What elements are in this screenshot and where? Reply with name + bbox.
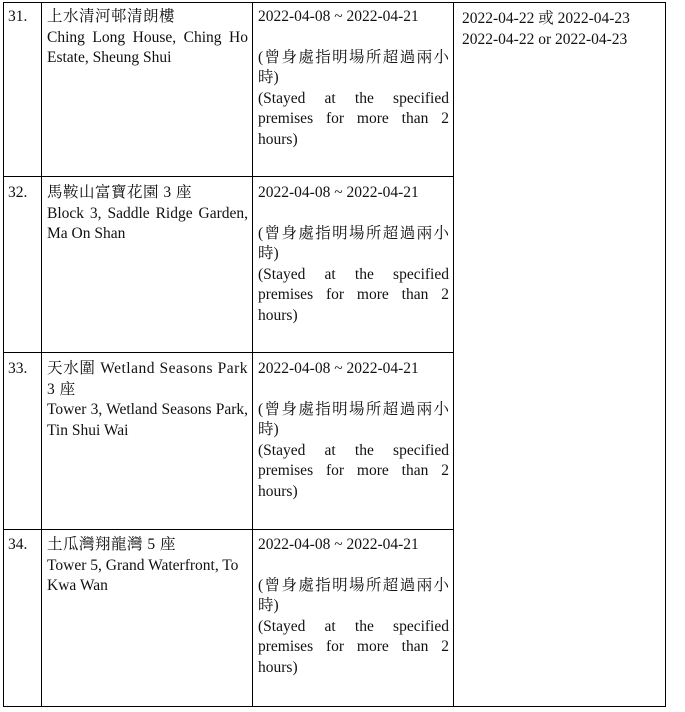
address-english: Tower 5, Grand Waterfront, To Kwa Wan	[47, 556, 239, 594]
row-divider	[3, 352, 454, 353]
table-border-right	[665, 2, 666, 707]
stay-note-chinese: (曾身處指明場所超過兩小時)	[258, 400, 449, 438]
period-cell	[253, 7, 453, 150]
testing-dates-english: 2022-04-22 or 2022-04-23	[462, 31, 628, 48]
stay-note-english: (Stayed at the specified premises for more than 2 hours)	[258, 441, 449, 500]
row-number: 34.	[8, 536, 28, 553]
testing-dates-chinese: 2022-04-22 或 2022-04-23	[462, 10, 630, 27]
stay-note-english: (Stayed at the specified premises for more than 2 hours)	[258, 265, 449, 324]
period-dates: 2022-04-08 ~ 2022-04-21	[258, 184, 419, 201]
period-cell	[253, 183, 453, 326]
address-english: Ching Long House, Ching Ho Estate, Sheung Shui	[47, 28, 248, 66]
table-border-bottom	[3, 706, 666, 707]
period-dates: 2022-04-08 ~ 2022-04-21	[258, 8, 419, 25]
period-cell	[253, 359, 453, 502]
row-number: 31.	[8, 8, 28, 25]
table-border-left	[3, 2, 4, 707]
row-divider	[3, 176, 454, 177]
premises-table	[3, 2, 666, 707]
stay-note-chinese: (曾身處指明場所超過兩小時)	[258, 48, 449, 86]
stay-note-english: (Stayed at the specified premises for more than 2 hours)	[258, 89, 449, 148]
testing-dates-cell	[454, 8, 665, 50]
premises-address	[42, 359, 252, 441]
column-divider	[41, 2, 42, 707]
period-dates: 2022-04-08 ~ 2022-04-21	[258, 536, 419, 553]
row-number: 32.	[8, 184, 28, 201]
stay-note-chinese: (曾身處指明場所超過兩小時)	[258, 576, 449, 614]
row-number: 33.	[8, 360, 28, 377]
table-border-top	[3, 2, 666, 3]
premises-address	[42, 183, 252, 245]
row-divider	[3, 529, 454, 530]
stay-note-chinese: (曾身處指明場所超過兩小時)	[258, 224, 449, 262]
premises-address	[42, 535, 252, 597]
address-chinese: 上水清河邨清朗樓	[47, 8, 176, 25]
address-chinese: 土瓜灣翔龍灣 5 座	[47, 536, 177, 553]
address-chinese: 天水圍 Wetland Seasons Park 3 座	[47, 360, 248, 398]
address-english: Tower 3, Wetland Seasons Park, Tin Shui Wai	[47, 401, 248, 439]
column-divider	[453, 2, 454, 707]
stay-note-english: (Stayed at the specified premises for more than 2 hours)	[258, 617, 449, 676]
period-cell	[253, 535, 453, 678]
address-chinese: 馬鞍山富寶花園 3 座	[47, 184, 193, 201]
address-english: Block 3, Saddle Ridge Garden, Ma On Shan	[47, 204, 248, 242]
premises-address	[42, 7, 252, 69]
period-dates: 2022-04-08 ~ 2022-04-21	[258, 360, 419, 377]
